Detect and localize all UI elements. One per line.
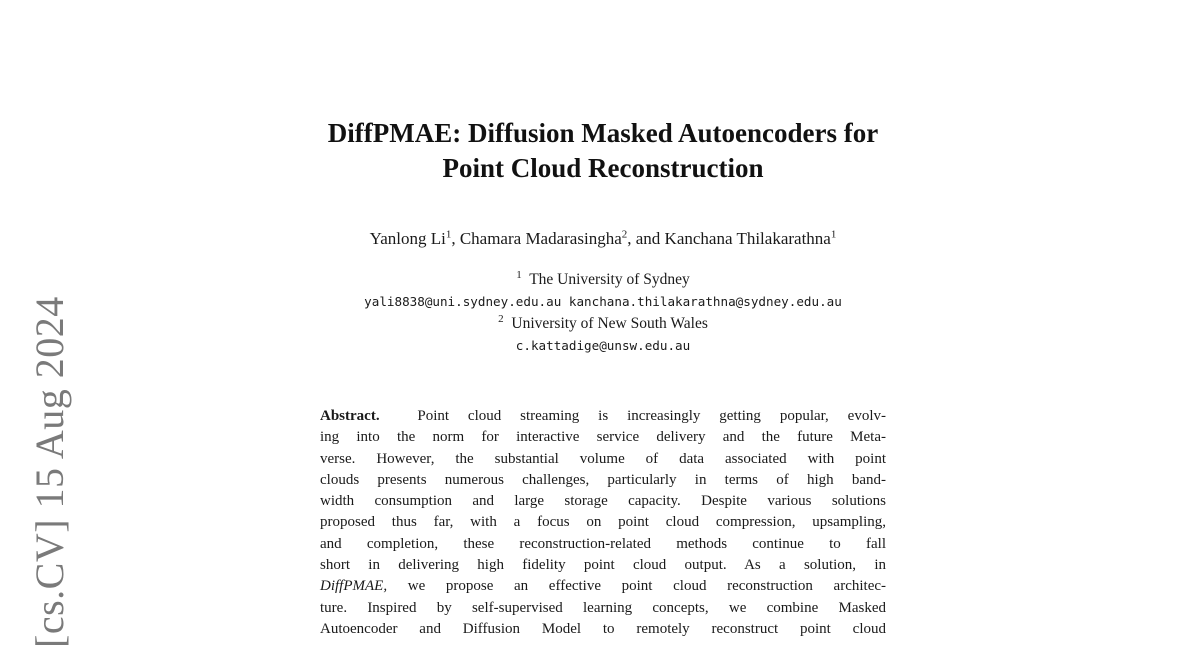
- abstract-line: clouds presents numerous challenges, particularly in terms of high band-: [320, 471, 886, 488]
- author-affiliation-mark: 1: [445, 228, 452, 241]
- abstract-line: ture. Inspired by self-supervised learning concepts, we combine Masked: [320, 599, 886, 616]
- author-separator: ,: [451, 229, 460, 248]
- affiliation-mark: 1: [516, 268, 522, 281]
- affiliation-1-emails: yali8838@uni.sydney.edu.au kanchana.thilakarathna@sydney.edu.au: [364, 294, 842, 309]
- author-affiliation-mark: 1: [830, 228, 837, 241]
- abstract-line: Abstract. Point cloud streaming is increasingly getting popular, evolv-: [320, 408, 886, 424]
- paper-title-line1: DiffPMAE: Diffusion Masked Autoencoders for: [327, 118, 879, 148]
- abstract: [320, 406, 886, 640]
- paper-title: [200, 116, 1006, 186]
- abstract-line: width consumption and large storage capacity. Despite various solutions: [320, 493, 886, 510]
- abstract-line: verse. However, the substantial volume of data associated with point: [320, 450, 886, 467]
- abstract-label: Abstract.: [320, 408, 380, 424]
- abstract-line: and completion, these reconstruction-related methods continue to fall: [320, 535, 886, 552]
- abstract-line: short in delivering high fidelity point cloud output. As a solution, in: [320, 557, 886, 574]
- author-affiliation-mark: 2: [621, 228, 628, 241]
- affiliation-2: [200, 314, 1006, 334]
- affiliation-name: The University of Sydney: [529, 271, 690, 288]
- author-name: Chamara Madarasingha: [459, 229, 622, 248]
- author-separator: , and: [627, 229, 665, 248]
- affiliation-1: [200, 270, 1006, 290]
- affiliation-name: University of New South Wales: [511, 315, 708, 332]
- paper-title-line2: Point Cloud Reconstruction: [442, 153, 764, 183]
- author-name: Yanlong Li: [369, 229, 446, 248]
- affiliation-2-emails: c.kattadige@unsw.edu.au: [515, 338, 691, 353]
- abstract-line: proposed thus far, with a focus on point cloud compression, upsampling,: [320, 514, 886, 531]
- affiliation-mark: 2: [498, 312, 504, 325]
- method-name: DiffPMAE,: [320, 578, 388, 595]
- abstract-line: DiffPMAE, we propose an effective point cloud reconstruction architec-: [320, 578, 887, 595]
- author-name: Kanchana Thilakarathna: [664, 229, 831, 248]
- abstract-line: Autoencoder and Diffusion Model to remotely reconstruct point cloud: [320, 620, 886, 637]
- abstract-line: ing into the norm for interactive service delivery and the future Meta-: [320, 429, 886, 446]
- arxiv-stamp: [cs.CV] 15 Aug 2024: [27, 296, 72, 648]
- author-list: [200, 228, 1006, 250]
